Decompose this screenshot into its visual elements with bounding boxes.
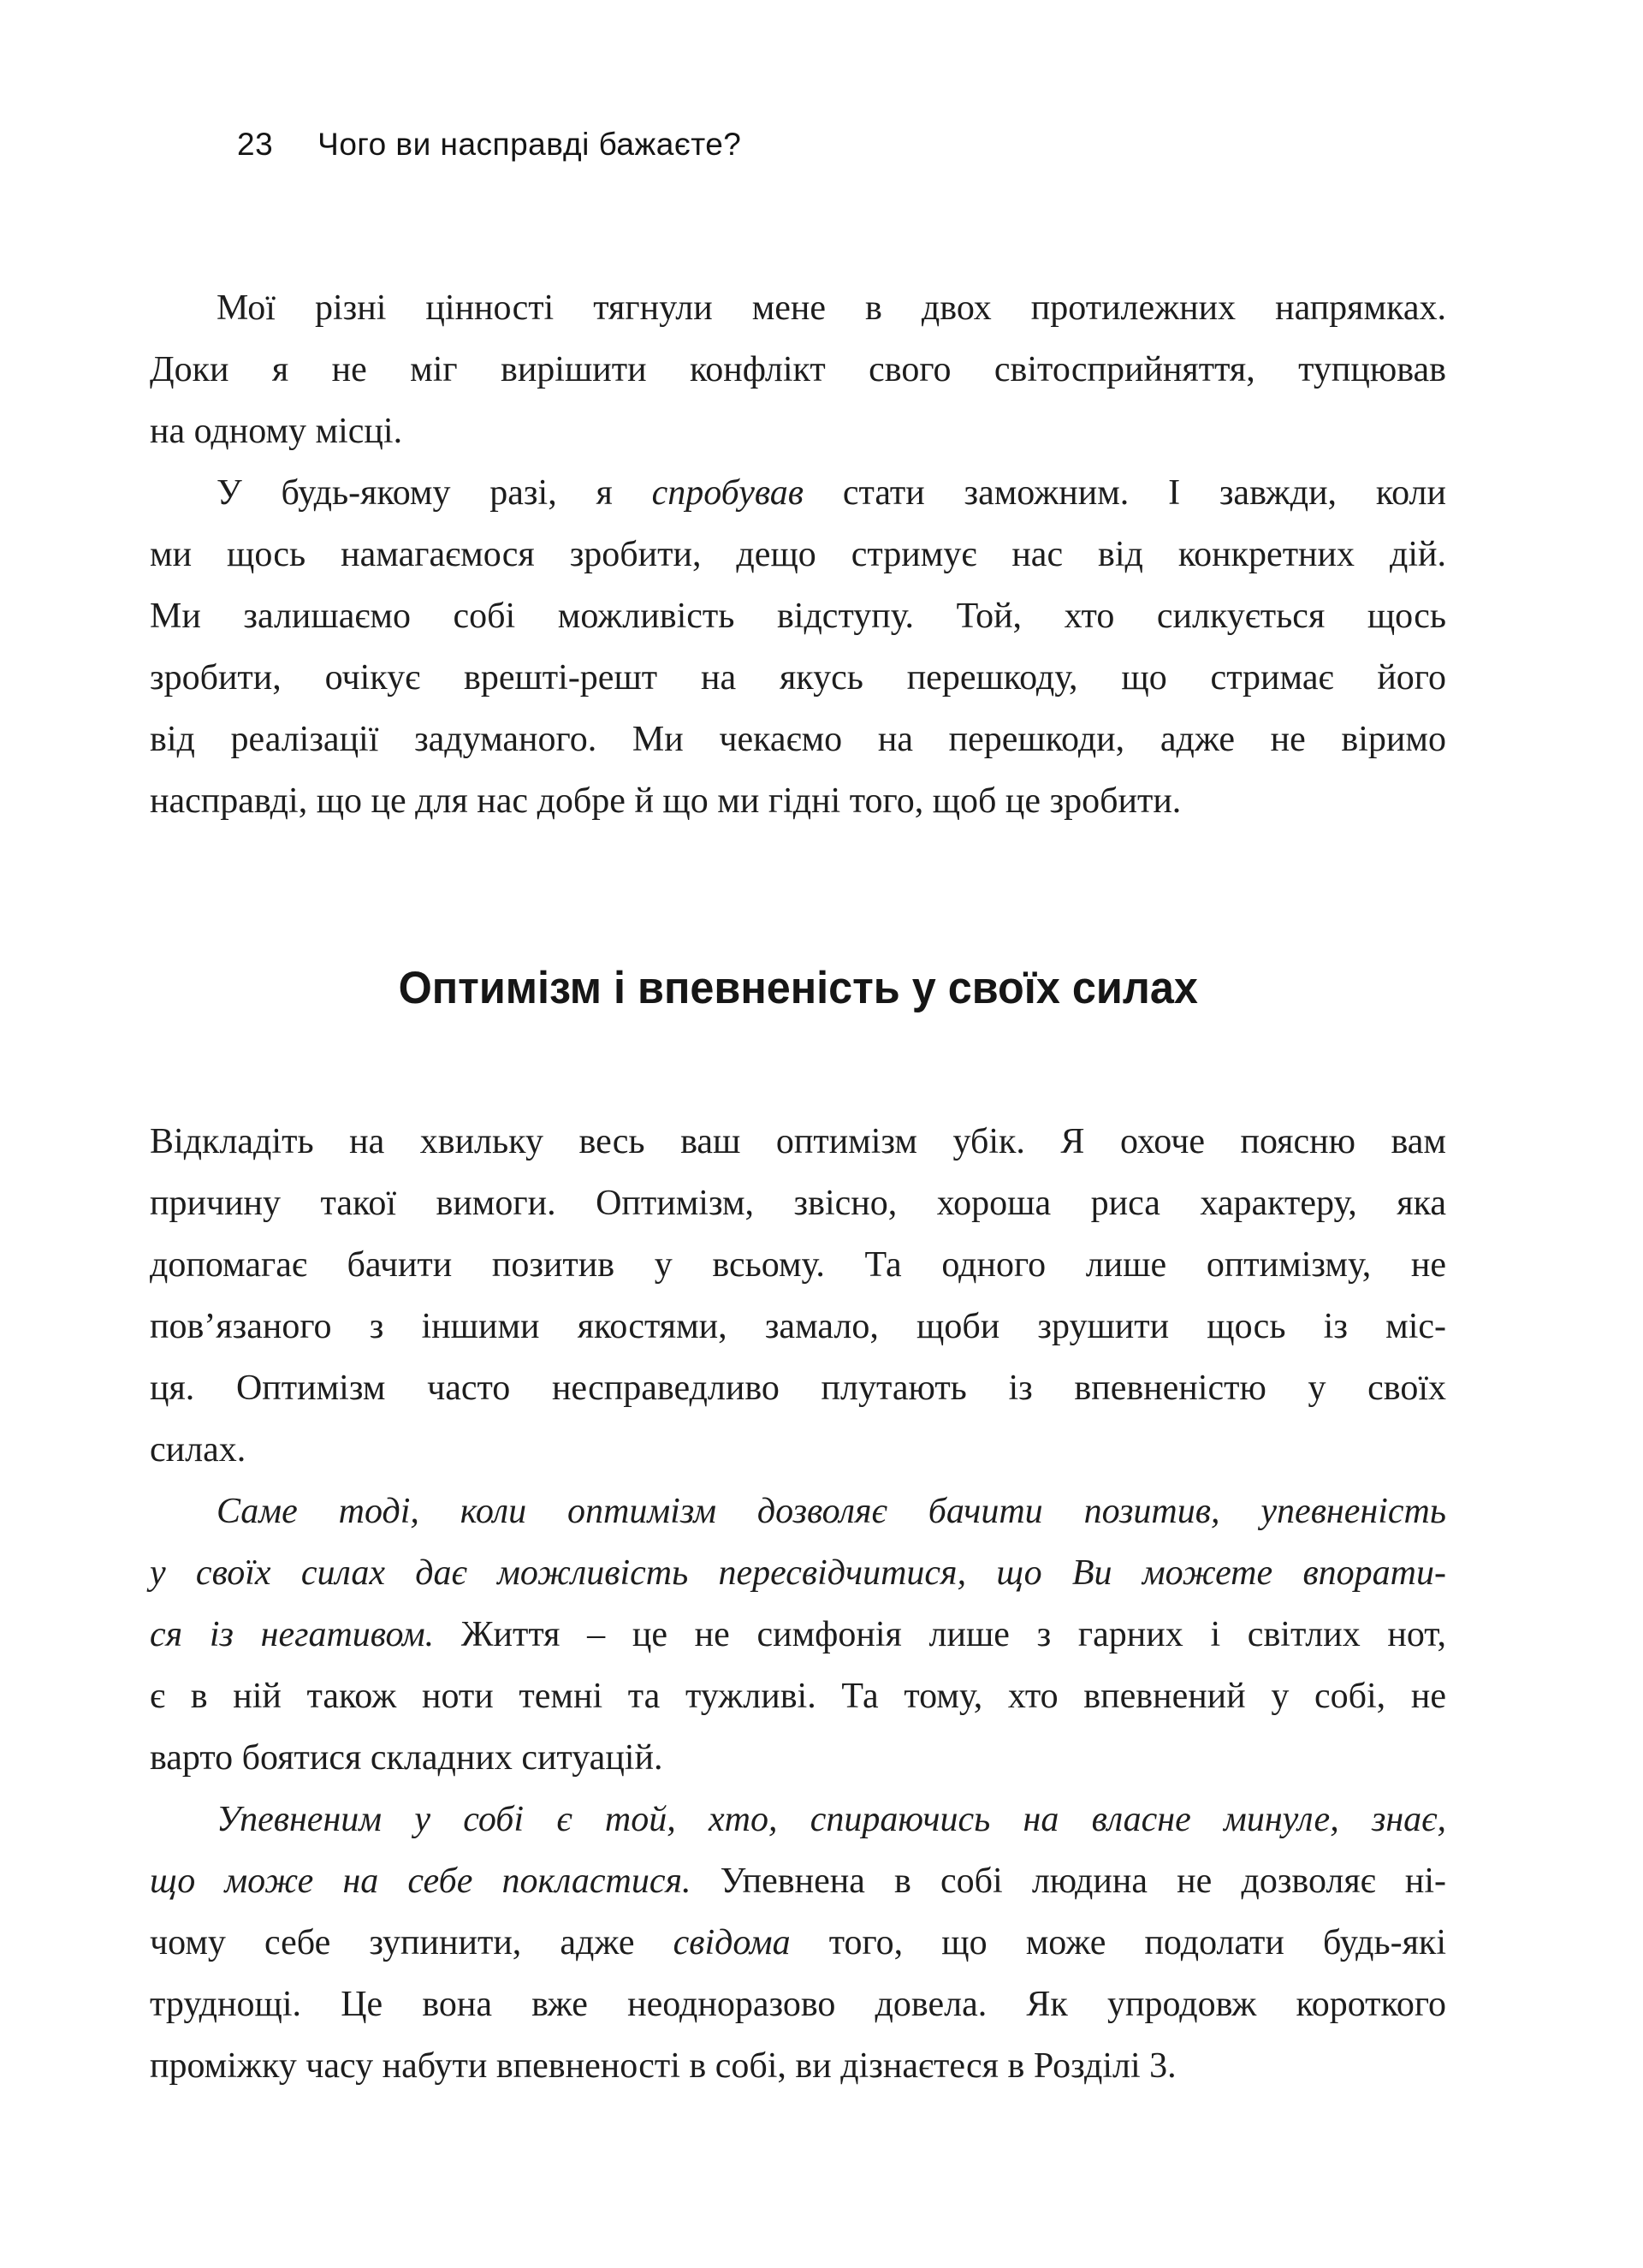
text-line [150, 1419, 1446, 1481]
body-text: Мої різні цінності тягнули мене в двох протилежних напрямках. [216, 288, 1446, 328]
body-text-after-heading [150, 1111, 1446, 2097]
body-text: стати заможним. І завжди, коли [804, 473, 1446, 513]
body-text: Доки я не міг вирішити конфлікт свого світосприйняття, тупцював [150, 350, 1446, 389]
body-text: від реалізації задуманого. Ми чекаємо на перешкоди, адже не віримо [150, 720, 1446, 759]
body-text: труднощі. Це вона вже неодноразово довела. Як упродовж короткого [150, 1985, 1446, 2024]
text-line [150, 277, 1446, 339]
text-line [150, 1234, 1446, 1296]
paragraph [150, 1111, 1446, 1481]
section-heading-wrap [150, 962, 1446, 1015]
body-text: Життя – це не симфонія лише з гарних і світлих нот, [434, 1615, 1446, 1654]
text-line [150, 1789, 1446, 1850]
text-line [150, 524, 1446, 585]
text-line [150, 1850, 1446, 1912]
text-line [150, 1173, 1446, 1234]
body-text: того, що може подолати будь-які [790, 1923, 1447, 1962]
body-text: ця. Оптимізм часто несправедливо плутають із впевненістю у своїх [150, 1369, 1446, 1408]
body-text-before-heading [150, 277, 1446, 832]
text-line [150, 585, 1446, 647]
text-line [150, 1604, 1446, 1665]
body-text: чому себе зупинити, адже [150, 1923, 673, 1962]
emphasis-text: спробував [651, 473, 804, 513]
text-line [150, 1481, 1446, 1542]
body-text: є в ній також ноти темні та тужливі. Та тому, хто впевнений у собі, не [150, 1677, 1446, 1716]
text-line [150, 1296, 1446, 1357]
text-line [150, 401, 1446, 462]
body-text: варто боятися складних ситуацій. [150, 1738, 663, 1778]
body-text: силах. [150, 1430, 246, 1469]
emphasis-text: у своїх силах дає можливість пересвідчитися, що Ви можете впорати- [150, 1553, 1446, 1593]
emphasis-text: ся із негативом. [150, 1615, 435, 1654]
paragraph [150, 462, 1446, 832]
page-number: 23 [237, 127, 274, 162]
paragraph [150, 1789, 1446, 2097]
emphasis-text: свідома [673, 1923, 791, 1962]
text-column [150, 0, 1446, 2097]
body-text: У будь-якому разі, я [216, 473, 652, 513]
body-text: допомагає бачити позитив у всьому. Та одного лише оптимізму, не [150, 1245, 1446, 1285]
text-line [150, 1357, 1446, 1419]
body-text: проміжку часу набути впевненості в собі, ви дізнаєтеся в Розділі 3. [150, 2046, 1177, 2086]
body-text: насправді, що це для нас добре й що ми гідні того, щоб це зробити. [150, 781, 1182, 821]
text-line [150, 2035, 1446, 2097]
running-header [150, 127, 1446, 166]
body-text: зробити, очікує врешті-решт на якусь перешкоду, що стримає його [150, 658, 1446, 698]
text-line [150, 770, 1446, 832]
section-heading: Оптимізм і впевненість у своїх силах [398, 963, 1198, 1013]
text-line [150, 709, 1446, 770]
text-line [150, 1974, 1446, 2035]
body-text: Упевнена в собі людина не дозволяє ні- [691, 1861, 1446, 1901]
paragraph [150, 1481, 1446, 1789]
emphasis-text: Упевненим у собі є той, хто, спираючись на власне минуле, знає, [216, 1800, 1446, 1839]
emphasis-text: що може на себе покластися. [150, 1861, 691, 1901]
text-line [150, 1912, 1446, 1974]
body-text: ми щось намагаємося зробити, дещо стримує нас від конкретних дій. [150, 535, 1446, 574]
body-text: причину такої вимоги. Оптимізм, звісно, хороша риса характеру, яка [150, 1184, 1446, 1223]
chapter-title: Чого ви насправді бажаєте? [317, 127, 742, 162]
body-text: пов’язаного з іншими якостями, замало, щоби зрушити щось із міс- [150, 1307, 1446, 1346]
text-line [150, 1111, 1446, 1173]
text-line [150, 1727, 1446, 1789]
body-text: Відкладіть на хвильку весь ваш оптимізм убік. Я охоче поясню вам [150, 1122, 1446, 1161]
body-text: Ми залишаємо собі можливість відступу. Той, хто силкується щось [150, 597, 1446, 636]
text-line [150, 462, 1446, 524]
text-line [150, 1665, 1446, 1727]
text-line [150, 1542, 1446, 1604]
paragraph [150, 277, 1446, 462]
text-line [150, 339, 1446, 401]
emphasis-text: Саме тоді, коли оптимізм дозволяє бачити позитив, упевненість [216, 1492, 1446, 1531]
body-text: на одному місці. [150, 412, 403, 451]
text-line [150, 647, 1446, 709]
